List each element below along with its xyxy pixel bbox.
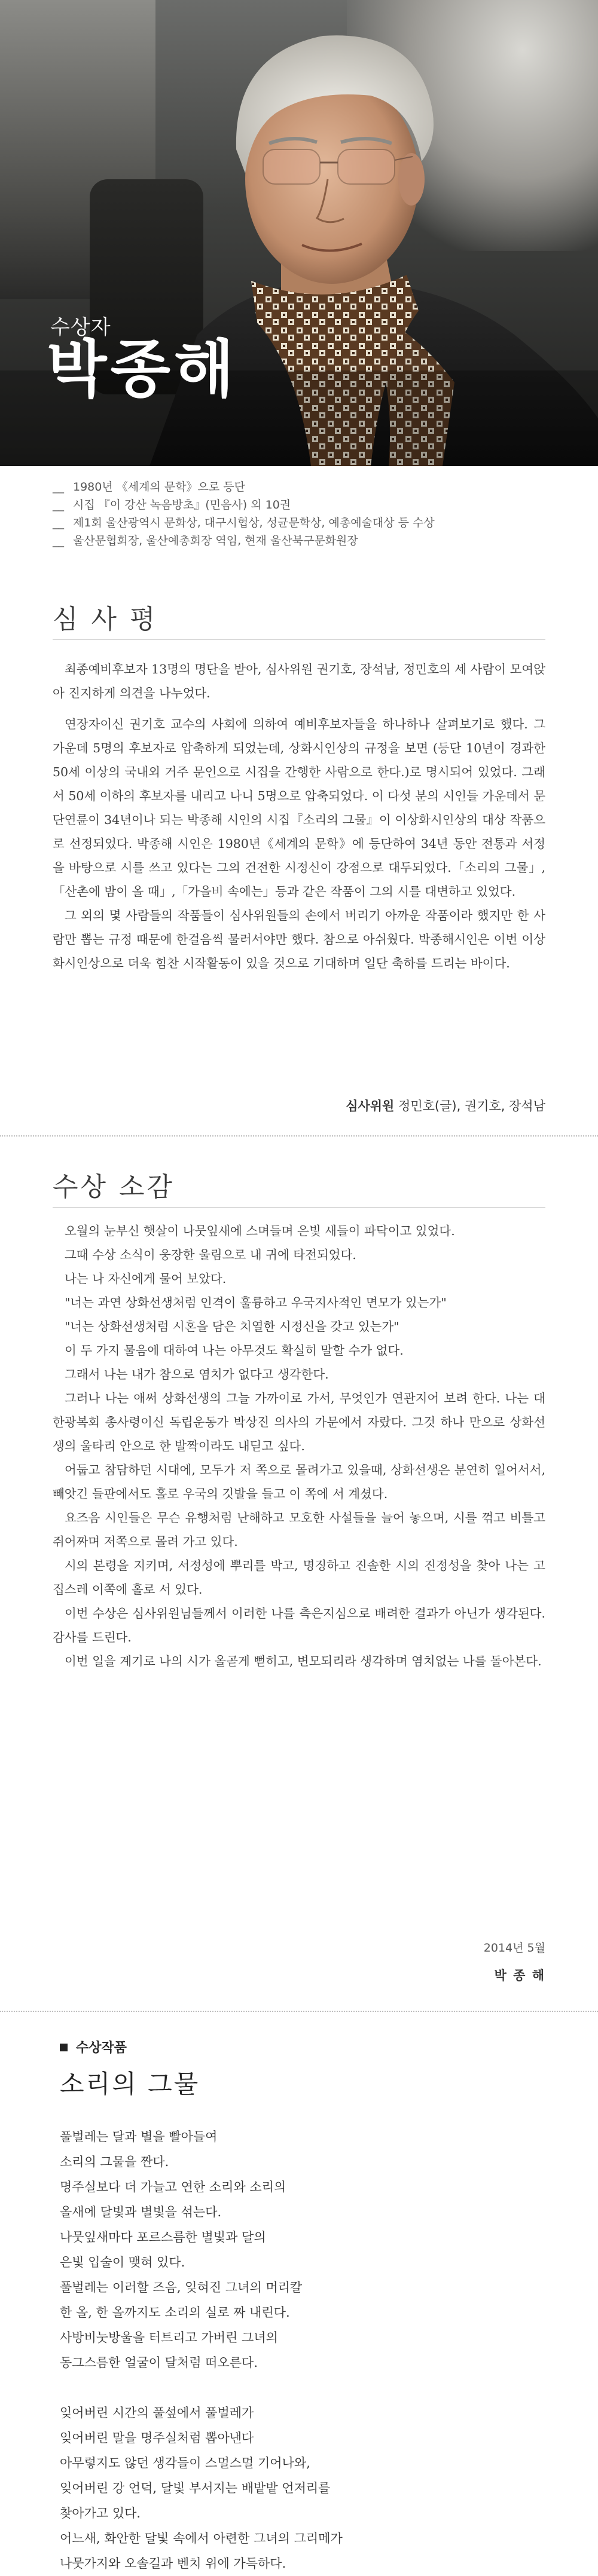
poem-body [60, 2124, 343, 2576]
poem-line: 잊어버린 말을 명주실처럼 뽑아낸다 [60, 2431, 254, 2445]
review-title: 심 사 평 [53, 604, 158, 635]
review-paragraph: 최종예비후보자 13명의 명단을 받아, 심사위원 권기호, 장석남, 정민호의 세 사람이 모여앉아 진지하게 의견을 나누었다. [53, 662, 545, 700]
review-signature [346, 1096, 545, 1114]
poem-line: 풀벌레는 달과 별을 빨아들여 [60, 2130, 218, 2144]
speech-paragraph: 요즈음 시인들은 무슨 유행처럼 난해하고 모호한 사설들을 늘어 놓으며, 시를 꺾고 비틀고 쥐어짜며 저쪽으로 몰려 가고 있다. [53, 1511, 545, 1549]
author-bio [0, 466, 598, 550]
review-paragraph: 연장자이신 권기호 교수의 사회에 의하여 예비후보자들을 하나하나 살펴보기로 했다. 그 가운데 5명의 후보자로 압축하게 되었는데, 상화시인상의 규정을 보면 (등단 10년이 경과한 50세 이상의 국내외 거주 문인으로 시집을 간행한 사람으로 한다.)로 명시되어 있었다. 그래서 50세 이하의 후보자를 내리고 나니 5명으로 압축되었다. 이 다섯 분의 시인들 가운데서 문단연륜이 34년이나 되는 박종해 시인의 시집『소리의 그물』이 이상화시인상의 대상 작품으로 선정되었다. 박종해 시인은 1980년《세계의 문학》에 등단하여 34년 동안 전통과 서정을 바탕으로 시를 쓰고 있다는 그의 건전한 시정신이 강점으로 대두되었다.「소리의 그물」,「산촌에 밤이 올 때」,「가을비 속에는」등과 같은 작품이 그의 시를 대변하고 있었다. [53, 717, 545, 899]
section-divider [0, 2011, 598, 2012]
speech-paragraph: 이번 일을 계기로 나의 시가 올곧게 뻗히고, 변모되리라 생각하며 염치없는 나를 돌아본다. [65, 1654, 542, 1668]
speech-paragraph: 이번 수상은 심사위원님들께서 이러한 나를 측은지심으로 배려한 결과가 아닌가 생각된다. 감사를 드린다. [53, 1606, 545, 1644]
work-tag: 수상작품 [60, 2038, 127, 2056]
speech-author: 박 종 해 [494, 1968, 545, 1983]
speech-title: 수상 소감 [53, 1172, 175, 1202]
poem-line: 잊어버린 강 언덕, 달빛 부서지는 배밭밭 언저리를 [60, 2481, 331, 2495]
square-bullet-icon [60, 2044, 68, 2051]
speech-paragraph: 나는 나 자신에게 물어 보았다. [65, 1272, 227, 1286]
speech-paragraph: 그래서 나는 내가 참으로 염치가 없다고 생각한다. [65, 1367, 329, 1382]
speech-paragraph: 시의 본령을 지키며, 서정성에 뿌리를 박고, 명징하고 진솔한 시의 진정성을 찾아 나는 고집스레 이쪽에 홀로 서 있다. [53, 1558, 545, 1597]
bio-item: __ 시집 『이 강산 녹음방초』(민음사) 외 10권 [53, 498, 291, 511]
speech-section [0, 1165, 598, 1203]
poem-line: 나뭇가지와 오솔길과 벤치 위에 가득하다. [60, 2556, 286, 2571]
poem-line: 명주실보다 더 가늘고 연한 소리와 소리의 [60, 2180, 286, 2194]
signature-role: 심사위원 [346, 1099, 395, 1113]
bio-item: __ 제1회 울산광역시 문화상, 대구시협상, 성균문학상, 예총예술대상 등 수상 [53, 516, 435, 529]
review-divider [53, 639, 545, 640]
poem-title: 소리의 그물 [60, 2069, 200, 2099]
poem-line: 아무렇지도 않던 생각들이 스멀스멀 기어나와, [60, 2456, 310, 2470]
poem-line: 잊어버린 시간의 풀섶에서 풀벌레가 [60, 2406, 254, 2420]
awardee-name: 박종해 [47, 333, 238, 406]
awardee-label: 수상자 [50, 316, 111, 339]
poem-line: 동그스름한 얼굴이 달처럼 떠오른다. [60, 2356, 258, 2370]
poem-line: 은빛 입술이 맺혀 있다. [60, 2255, 185, 2269]
speech-paragraph: "너는 상화선생처럼 시혼을 담은 치열한 시정신을 갖고 있는가" [65, 1319, 399, 1334]
speech-date: 2014년 5월 [483, 1941, 545, 1955]
poem-line: 사방비눗방울을 터트리고 가버린 그녀의 [60, 2330, 278, 2345]
speech-paragraph: 그러나 나는 애써 상화선생의 그늘 가까이로 가서, 무엇인가 연관지어 보려 한다. 나는 대한광복회 총사령이신 독립운동가 박상진 의사의 가문에서 자랐다. 그것 하나 만으로 상화선생의 울타리 안으로 한 발짝이라도 내딛고 싶다. [53, 1391, 545, 1453]
speech-divider [53, 1207, 545, 1208]
poem-line: 풀벌레는 이러할 즈음, 잊혀진 그녀의 머리칼 [60, 2280, 303, 2295]
speech-paragraph: 어둡고 참담하던 시대에, 모두가 저 쪽으로 몰려가고 있을때, 상화선생은 분연히 일어서서, 빼앗긴 들판에서도 홀로 우국의 깃발을 들고 이 쪽에 서 계셨다. [53, 1463, 545, 1501]
speech-paragraph: "너는 과연 상화선생처럼 인격이 훌륭하고 우국지사적인 면모가 있는가" [65, 1295, 447, 1310]
section-divider [0, 1135, 598, 1137]
poem-line: 올새에 달빛과 별빛을 섞는다. [60, 2205, 222, 2219]
speech-body [0, 1219, 598, 1673]
poem-line: 찾아가고 있다. [60, 2506, 141, 2520]
speech-paragraph: 그때 수상 소식이 웅장한 울림으로 내 귀에 타전되었다. [65, 1248, 356, 1262]
stanza-break [60, 2375, 343, 2400]
poem-line: 나뭇잎새마다 포르스름한 별빛과 달의 [60, 2230, 266, 2244]
speech-paragraph: 이 두 가지 물음에 대하여 나는 아무것도 확실히 말할 수가 없다. [65, 1343, 404, 1358]
poem-line: 소리의 그물을 짠다. [60, 2155, 169, 2169]
review-body [0, 657, 598, 975]
speech-paragraph: 오월의 눈부신 햇살이 나뭇잎새에 스며들며 은빛 새들이 파닥이고 있었다. [65, 1224, 455, 1238]
hero-banner [0, 0, 598, 466]
review-paragraph: 그 외의 몇 사람들의 작품들이 심사위원들의 손에서 버리기 아까운 작품이라 했지만 한 사람만 뽑는 규정 때문에 한걸음씩 물러서야만 했다. 참으로 아쉬웠다. 박종해시인은 이번 이상화시인상으로 더욱 힘찬 시작활동이 있을 것으로 기대하며 일단 축하를 드리는 바이다. [53, 908, 545, 970]
signature-names: 정민호(글), 권기호, 장석남 [398, 1099, 545, 1113]
bio-item: __ 1980년 《세계의 문학》으로 등단 [53, 480, 246, 494]
poem-line: 한 올, 한 올까지도 소리의 실로 짜 내린다. [60, 2305, 290, 2320]
review-section [0, 598, 598, 636]
poem-line: 어느새, 화안한 달빛 속에서 아련한 그녀의 그리메가 [60, 2531, 343, 2546]
bio-item: __ 울산문협회장, 울산예총회장 역임, 현재 울산북구문화원장 [53, 534, 358, 547]
